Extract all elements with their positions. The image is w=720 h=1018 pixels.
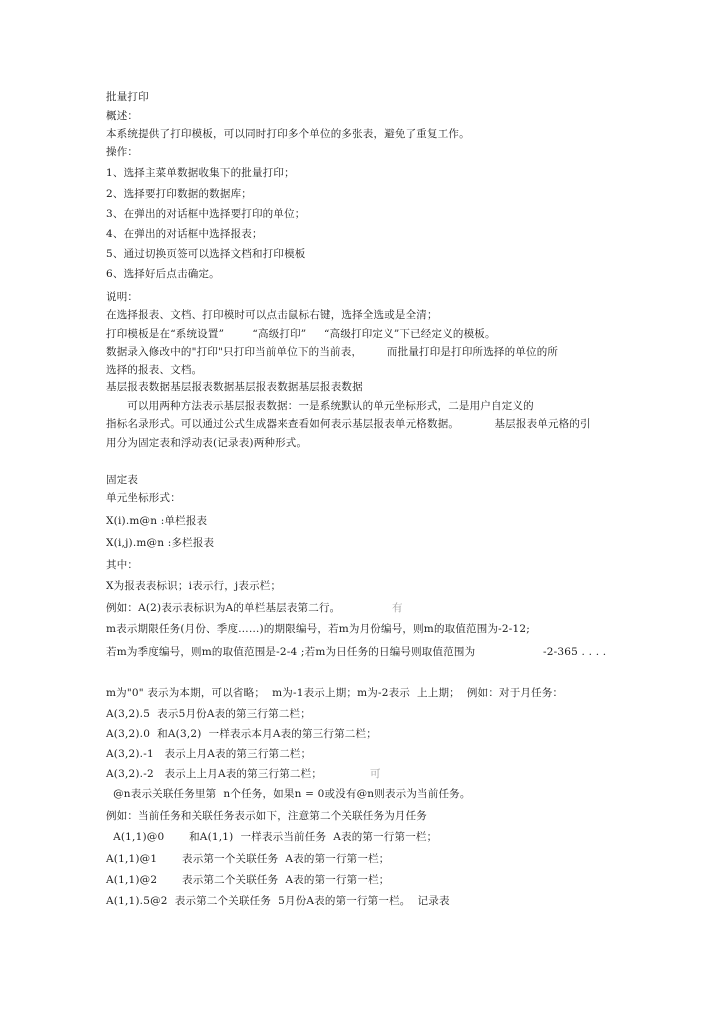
m-desc-2: 若m为季度编号，则m的取值范围是-2-4 ;若m为日任务的日编号则取值范围为 bbox=[106, 646, 476, 658]
step-1: 1、选择主菜单数据收集下的批量打印； bbox=[106, 167, 295, 179]
ex-b2: A(1,1)@1 表示第一个关联任务 A表的第一行第一栏； bbox=[106, 853, 390, 865]
ex-a3: A(3,2).-1 表示上月A表的第三行第二栏； bbox=[106, 748, 312, 760]
where-label: 其中： bbox=[106, 559, 139, 571]
overview-label: 概述： bbox=[106, 110, 139, 122]
note-line-1: 在选择报表、文档、打印模时可以点击鼠标右键，选择全选或是全清； bbox=[106, 309, 438, 321]
note-line-3: 数据录入修改中的"打印"只打印当前单位下的当前表， 而批量打印是打印所选择的单位的所 bbox=[106, 346, 559, 358]
overview-text: 本系统提供了打印模板，可以同时打印多个单位的多张表，避免了重复工作。 bbox=[106, 128, 470, 140]
basic-para-2: 指标名录形式。可以通过公式生成器来查看如何表示基层报表单元格数据。 基层报表单元格的引 bbox=[106, 418, 591, 430]
ex-b1: A(1,1)@0 和A(1,1) 一样表示当前任务 A表的第一行第一栏； bbox=[106, 831, 438, 843]
coord-multi: X(i,j).m@n :多栏报表 bbox=[106, 537, 215, 549]
where-text: X为报表表标识；i表示行，j表示栏； bbox=[106, 580, 282, 592]
step-4: 4、在弹出的对话框中选择报表； bbox=[106, 228, 263, 240]
basic-para-3: 用分为固定表和浮动表(记录表)两种形式。 bbox=[106, 437, 308, 449]
coord-single: X(i).m@n :单栏报表 bbox=[106, 515, 208, 527]
coord-label: 单元坐标形式： bbox=[106, 492, 181, 504]
example-1: 例如：A(2)表示表标识为A的单栏基层表第二行。 bbox=[106, 602, 341, 614]
note-label: 说明： bbox=[106, 291, 139, 303]
ex-b3: A(1,1)@2 表示第二个关联任务 A表的第一行第一栏； bbox=[106, 874, 390, 886]
ex-a1: A(3,2).5 表示5月份A表的第三行第二栏； bbox=[106, 708, 311, 720]
step-5: 5、通过切换页签可以选择文档和打印模板 bbox=[106, 248, 306, 260]
fixed-heading: 固定表 bbox=[106, 474, 139, 486]
ex-a4-faint: 可 bbox=[370, 768, 381, 780]
ops-label: 操作： bbox=[106, 146, 139, 158]
step-3: 3、在弹出的对话框中选择要打印的单位； bbox=[106, 208, 306, 220]
basic-heading: 基层报表数据基层报表数据基层报表数据基层报表数据 bbox=[106, 381, 363, 393]
ex-heading: 例如：当前任务和关联任务表示如下，注意第二个关联任务为月任务 bbox=[106, 810, 427, 822]
doc-title: 批量打印 bbox=[106, 91, 149, 103]
basic-para-1: 可以用两种方法表示基层报表数据：一是系统默认的单元坐标形式，二是用户自定义的 bbox=[106, 400, 534, 412]
step-2: 2、选择要打印数据的数据库； bbox=[106, 188, 252, 200]
example-1-faint: 有 bbox=[392, 602, 403, 614]
m-desc-1: m表示期限任务(月份、季度……)的期限编号，若m为月份编号，则m的取值范围为-2-12; bbox=[106, 623, 531, 635]
m-zero: m为"0" 表示为本期，可以省略； m为-1表示上期；m为-2表示 上上期； 例如：对于月任务： bbox=[106, 687, 564, 699]
note-line-4: 选择的报表、文档。 bbox=[106, 364, 203, 376]
step-6: 6、选择好后点击确定。 bbox=[106, 268, 220, 280]
m-desc-2-range: -2-365 . . . . bbox=[543, 646, 607, 658]
ex-a2: A(3,2).0 和A(3,2) 一样表示本月A表的第三行第二栏； bbox=[106, 728, 377, 740]
ex-a4: A(3,2).-2 表示上上月A表的第三行第二栏； bbox=[106, 768, 323, 780]
ex-b4: A(1,1).5@2 表示第二个关联任务 5月份A表的第一行第一栏。 记录表 bbox=[106, 895, 450, 907]
n-desc: @n表示关联任务里第 n个任务，如果n = 0或没有@n则表示为当前任务。 bbox=[106, 788, 471, 800]
note-line-2: 打印模板是在“系统设置” “高级打印” “高级打印定义”下已经定义的模板。 bbox=[106, 328, 496, 340]
